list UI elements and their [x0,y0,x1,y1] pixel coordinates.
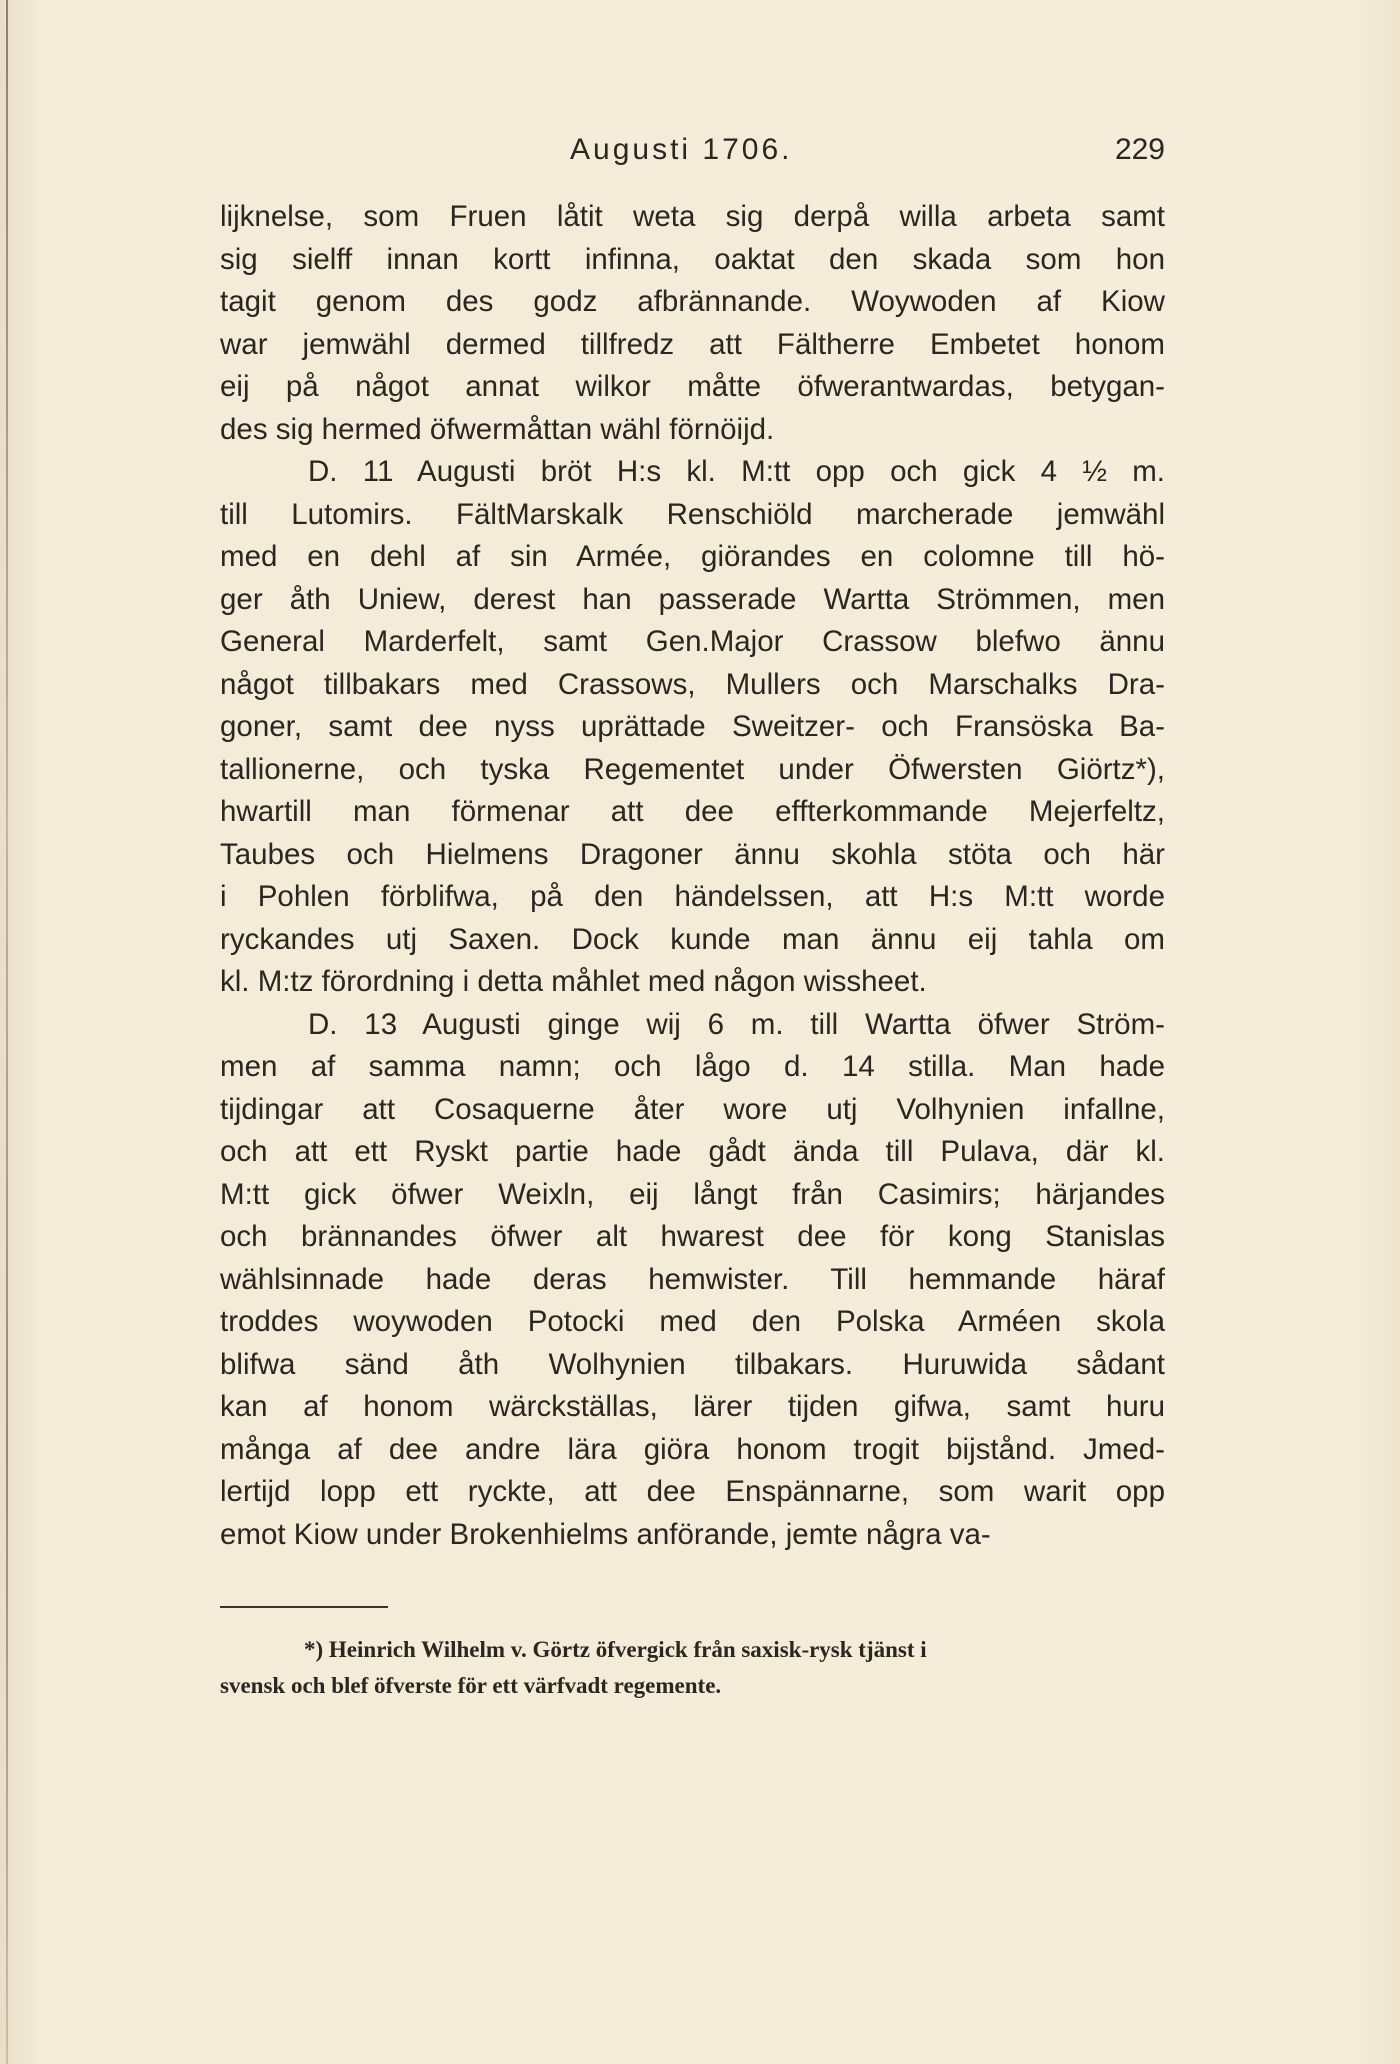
text-line: General Marderfelt, samt Gen.Major Crassow blefwo ännu [220,625,1165,658]
text-line: D. 13 Augusti ginge wij 6 m. till Wartta öfwer Ström- [308,1007,1165,1041]
text-line: Taubes och Hielmens Dragoner ännu skohla stöta och här [220,837,1165,871]
text-line: ryckandes utj Saxen. Dock kunde man ännu eij tahla om [220,922,1165,956]
page-number: 229 [1114,133,1165,166]
text-line: troddes woywoden Potocki med den Polska Arméen skola [220,1305,1165,1338]
text-line: ger åth Uniew, derest han passerade Wartta Strömmen, men [220,582,1165,616]
text-line: war jemwähl dermed tillfredz att Fältherre Embetet honom [220,327,1165,361]
text-line: goner, samt dee nyss uprättade Sweitzer- och Fransöska Ba- [220,710,1165,743]
text-line: och att ett Ryskt partie hade gådt ända till Pulava, där kl. [220,1135,1165,1168]
footnote-rule [220,1606,388,1608]
page-edge [6,0,8,2064]
text-line: i Pohlen förblifwa, på den händelssen, att H:s M:tt worde [220,880,1165,913]
text-line: något tillbakars med Crassows, Mullers och Marschalks Dra- [220,667,1165,701]
text-line: och brännandes öfwer alt hwarest dee för kong Stanislas [220,1220,1165,1253]
text-line: M:tt gick öfwer Weixln, eij långt från Casimirs; härjandes [220,1177,1165,1211]
text-line: blifwa sänd åth Wolhynien tilbakars. Huruwida sådant [220,1347,1165,1381]
text-line: men af samma namn; och lågo d. 14 stilla. Man hade [220,1050,1165,1083]
text-line: med en dehl af sin Armée, giörandes en colomne till hö- [220,540,1165,573]
footnote-line: *) Heinrich Wilhelm v. Görtz öfvergick från saxisk-rysk tjänst i [304,1637,927,1662]
text-line: hwartill man förmenar att dee effterkommande Mejerfeltz, [220,795,1165,828]
text-line: många af dee andre lära giöra honom trogit bijstånd. Jmed- [220,1432,1165,1466]
text-line: tagit genom des godz afbrännande. Woywoden af Kiow [220,285,1165,318]
text-line: sig sielff innan kortt infinna, oaktat den skada som hon [220,242,1165,276]
text-line: lertijd lopp ett ryckte, att dee Enspännarne, som warit opp [220,1475,1165,1508]
text-line: till Lutomirs. FältMarskalk Renschiöld marcherade jemwähl [220,497,1165,531]
footnotes [220,1632,1165,1704]
text-line: wählsinnade hade deras hemwister. Till hemmande häraf [220,1262,1165,1296]
body-text [220,196,1165,1556]
running-head [220,128,1165,172]
text-line: des sig hermed öfwermåttan wähl förnöijd. [220,412,775,446]
footnote-line: svensk och blef öfverste för ett värfvadt regemente. [220,1673,722,1698]
text-line: tijdingar att Cosaquerne åter wore utj Volhynien infallne, [220,1092,1165,1126]
text-line: D. 11 Augusti bröt H:s kl. M:tt opp och gick 4 ½ m. [308,455,1165,488]
text-line: eij på något annat wilkor måtte öfwerantwardas, betygan- [220,370,1165,403]
running-head-title: Augusti 1706. [570,133,793,166]
text-line: emot Kiow under Brokenhielms anförande, jemte några va- [220,1517,991,1551]
text-line: kl. M:tz förordning i detta måhlet med någon wissheet. [220,965,927,998]
text-line: lijknelse, som Fruen låtit weta sig derpå willa arbeta samt [220,200,1165,233]
text-line: kan af honom wärckställas, lärer tijden gifwa, samt huru [220,1390,1165,1423]
text-line: tallionerne, och tyska Regementet under Öfwersten Giörtz*), [220,752,1165,786]
